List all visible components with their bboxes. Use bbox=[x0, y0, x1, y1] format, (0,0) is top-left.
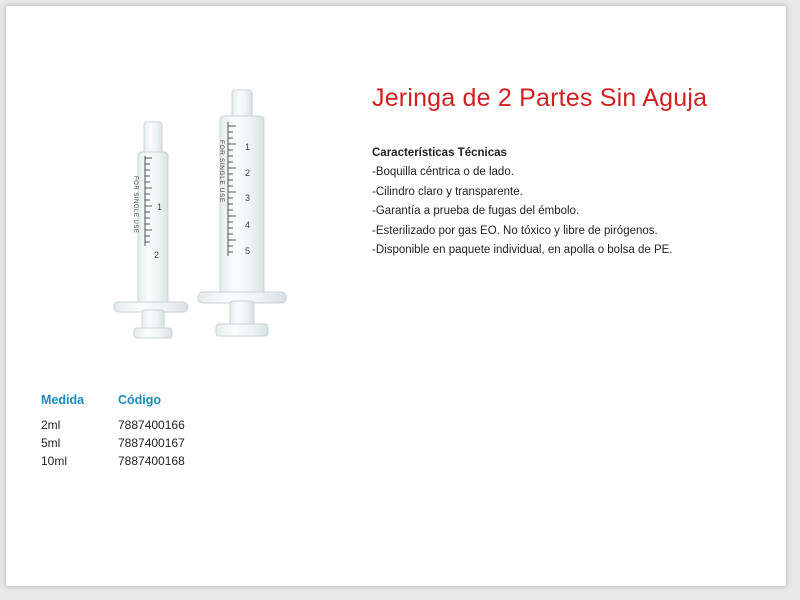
table-row bbox=[41, 418, 341, 436]
feature-item: -Cilindro claro y transparente. bbox=[372, 185, 523, 198]
row-size: 5ml bbox=[41, 436, 61, 450]
large-scale-4: 4 bbox=[245, 220, 251, 230]
large-scale-5: 5 bbox=[245, 246, 251, 256]
small-syringe bbox=[114, 122, 188, 338]
table-row bbox=[41, 454, 341, 472]
syringes-illustration bbox=[108, 84, 298, 354]
small-scale-1: 1 bbox=[157, 202, 163, 212]
row-code: 7887400168 bbox=[118, 454, 185, 468]
large-scale-2: 2 bbox=[245, 168, 251, 178]
row-code: 7887400167 bbox=[118, 436, 185, 450]
feature-item: -Garantía a prueba de fugas del émbolo. bbox=[372, 205, 580, 218]
small-label: FOR SINGLE USE bbox=[132, 176, 138, 234]
features-list bbox=[372, 144, 673, 260]
features-heading: Características Técnicas bbox=[372, 147, 507, 159]
feature-item: -Boquilla céntrica o de lado. bbox=[372, 166, 514, 179]
large-label: FOR SINGLE USE bbox=[218, 140, 225, 203]
small-scale-2: 2 bbox=[154, 250, 160, 260]
row-code: 7887400166 bbox=[118, 418, 185, 432]
product-title: Jeringa de 2 Partes Sin Aguja bbox=[372, 84, 708, 112]
feature-item: -Disponible en paquete individual, en apolla o bolsa de PE. bbox=[372, 244, 673, 257]
column-header-code: Código bbox=[118, 393, 162, 407]
large-scale-3: 3 bbox=[245, 193, 251, 203]
syringes-image bbox=[108, 84, 298, 354]
large-syringe bbox=[198, 90, 286, 336]
row-size: 10ml bbox=[41, 454, 68, 468]
feature-item: -Esterilizado por gas EO. No tóxico y libre de pirógenos. bbox=[372, 224, 658, 237]
table-header-row bbox=[41, 393, 341, 411]
large-scale-1: 1 bbox=[245, 142, 251, 152]
column-header-size: Medida bbox=[41, 393, 85, 407]
table-row bbox=[41, 436, 341, 454]
row-size: 2ml bbox=[41, 418, 61, 432]
